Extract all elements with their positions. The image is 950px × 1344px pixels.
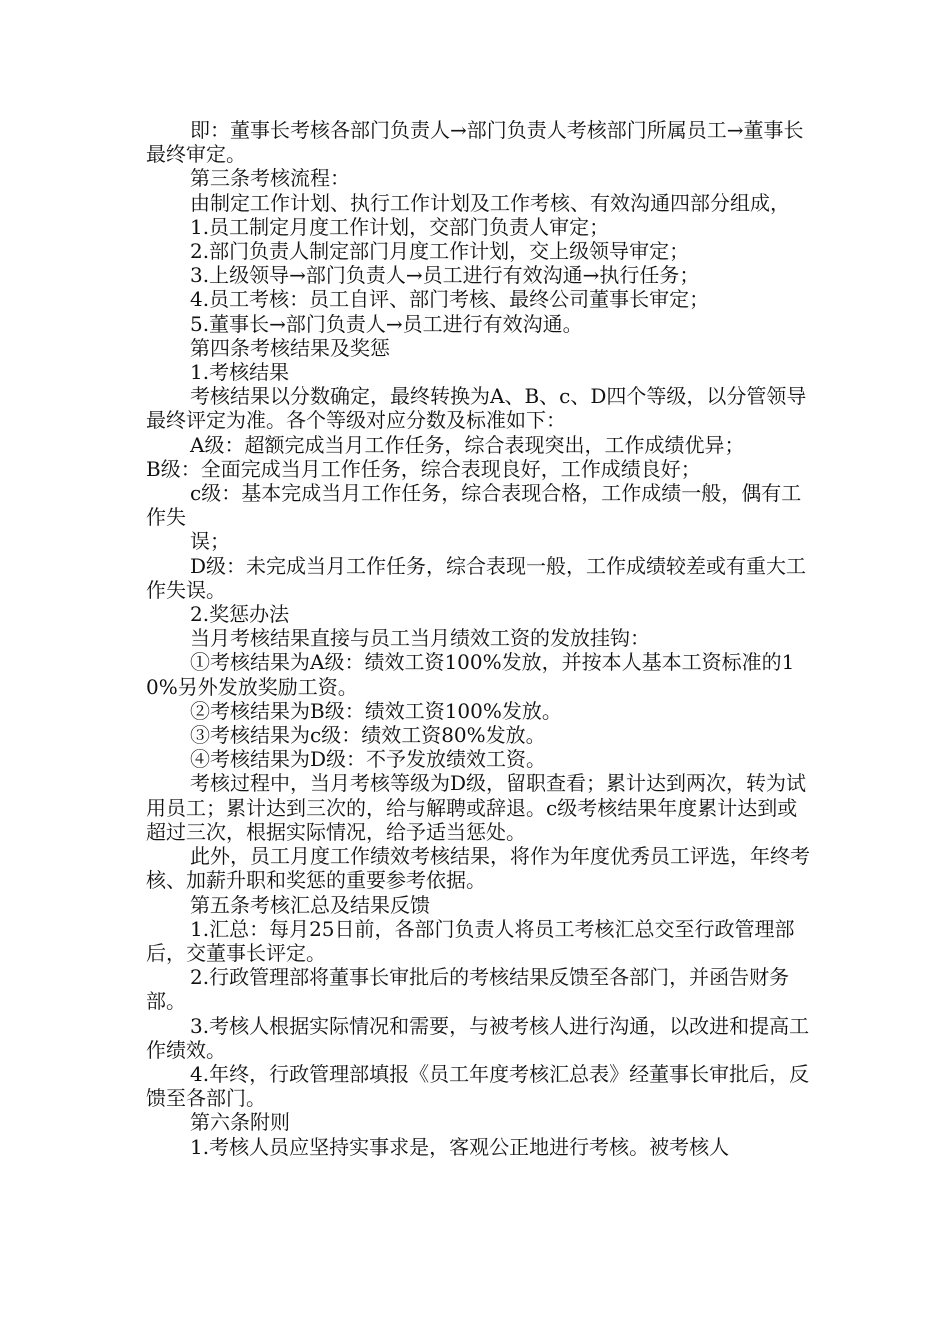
paragraph: 由制定工作计划、执行工作计划及工作考核、有效沟通四部分组成， <box>190 190 790 215</box>
paragraph: 5.董事长→部门负责人→员工进行有效沟通。 <box>190 311 583 336</box>
paragraph: 第六条附则 <box>190 1110 290 1135</box>
paragraph: ③考核结果为c级：绩效工资80%发放。 <box>190 723 546 748</box>
paragraph: ②考核结果为B级：绩效工资100%发放。 <box>190 698 562 723</box>
paragraph: 2.行政管理部将董事长审批后的考核结果反馈至各部门，并函告财务部。 <box>146 965 790 1014</box>
paragraph: 此外，员工月度工作绩效考核结果，将作为年度优秀员工评选，年终考核、加薪升职和奖惩的重要参考依据。 <box>146 844 810 893</box>
paragraph: D级：未完成当月工作任务，综合表现一般，工作成绩较差或有重大工作失误。 <box>146 553 807 602</box>
paragraph: 第三条考核流程： <box>190 166 350 191</box>
paragraph: 1.考核结果 <box>190 360 290 385</box>
paragraph: 1.考核人员应坚持实事求是，客观公正地进行考核。被考核人 <box>190 1134 730 1159</box>
paragraph: 即：董事长考核各部门负责人→部门负责人考核部门所属员工→董事长最终审定。 <box>146 118 804 167</box>
paragraph: c级：基本完成当月工作任务，综合表现合格，工作成绩一般，偶有工作失 <box>146 481 802 530</box>
paragraph: 第四条考核结果及奖惩 <box>190 335 390 360</box>
paragraph: 当月考核结果直接与员工当月绩效工资的发放挂钩： <box>190 626 650 651</box>
paragraph: 3.考核人根据实际情况和需要，与被考核人进行沟通，以改进和提高工作绩效。 <box>146 1013 810 1062</box>
document-body <box>146 118 810 1159</box>
paragraph: 考核结果以分数确定，最终转换为A、B、c、D四个等级，以分管领导最终评定为准。各个等级对应分数及标准如下： <box>146 384 807 433</box>
paragraph: 误； <box>190 529 230 554</box>
paragraph: 2.部门负责人制定部门月度工作计划，交上级领导审定； <box>190 239 690 264</box>
paragraph: 4.员工考核：员工自评、部门考核、最终公司董事长审定； <box>190 287 710 312</box>
paragraph: 1.员工制定月度工作计划，交部门负责人审定； <box>190 214 610 239</box>
paragraph: 考核过程中，当月考核等级为D级，留职查看；累计达到两次，转为试用员工；累计达到三次的，给与解聘或辞退。c级考核结果年度累计达到或超过三次，根据实际情况，给予适当惩处。 <box>146 771 807 844</box>
paragraph: 第五条考核汇总及结果反馈 <box>190 892 430 917</box>
paragraph: B级：全面完成当月工作任务，综合表现良好，工作成绩良好； <box>146 456 701 481</box>
paragraph: ④考核结果为D级：不予发放绩效工资。 <box>190 747 547 772</box>
paragraph: ①考核结果为A级：绩效工资100%发放，并按本人基本工资标准的10%另外发放奖励工资。 <box>146 650 795 699</box>
paragraph: 3.上级领导→部门负责人→员工进行有效沟通→执行任务； <box>190 263 700 288</box>
paragraph: 2.奖惩办法 <box>190 602 290 627</box>
paragraph: A级：超额完成当月工作任务，综合表现突出，工作成绩优异； <box>190 432 745 457</box>
paragraph: 1.汇总：每月25日前，各部门负责人将员工考核汇总交至行政管理部后，交董事长评定。 <box>146 916 795 965</box>
paragraph: 4.年终，行政管理部填报《员工年度考核汇总表》经董事长审批后，反馈至各部门。 <box>146 1061 810 1111</box>
